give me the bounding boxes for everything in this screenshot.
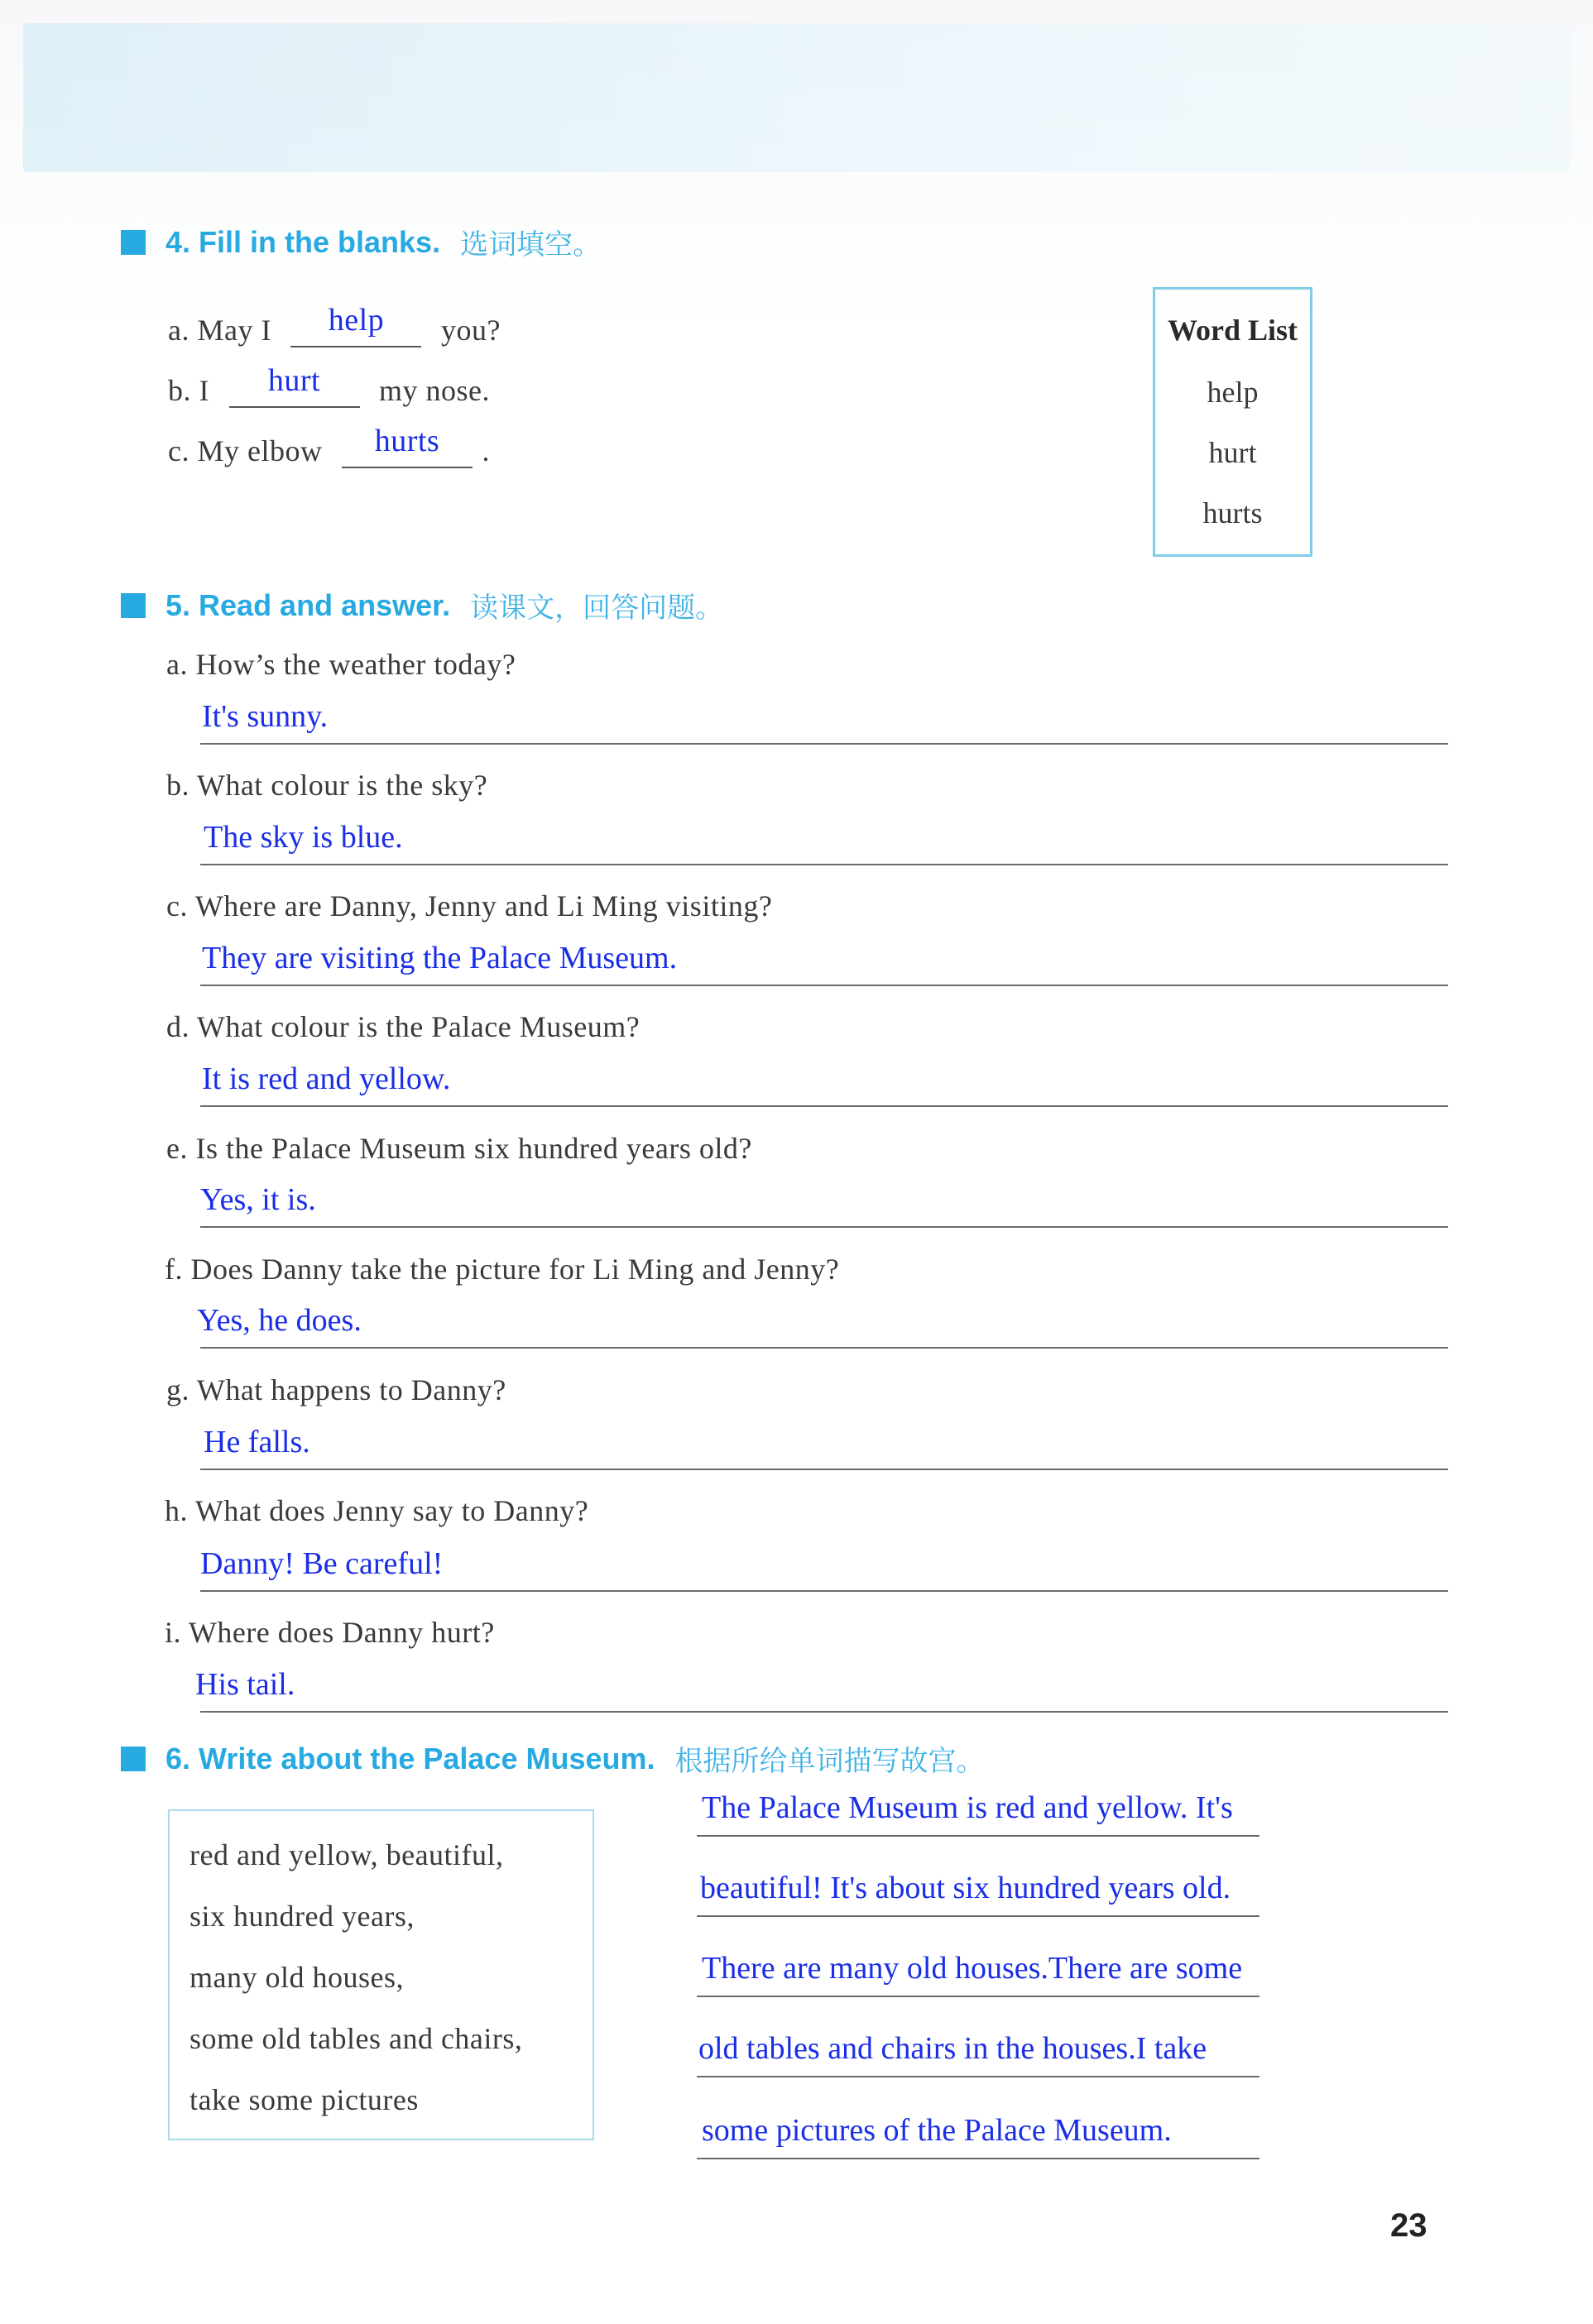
question-g: g. What happens to Danny? [166, 1373, 506, 1406]
answer-line [200, 1469, 1448, 1470]
bullet-square-icon [121, 593, 146, 618]
word-list-item: hurt [1208, 436, 1257, 469]
fill-item-c [168, 424, 490, 468]
answer-b[interactable]: The sky is blue. [204, 820, 403, 855]
writing-rule [697, 2158, 1260, 2159]
section-4-heading [121, 222, 601, 262]
writing-line-2[interactable]: beautiful! It's about six hundred years old. [700, 1871, 1231, 1905]
bullet-square-icon [121, 230, 146, 255]
answer-d[interactable]: It is red and yellow. [202, 1061, 451, 1096]
writing-line-3[interactable]: There are many old houses.There are some [702, 1951, 1243, 1986]
word-list-title: Word List [1167, 314, 1298, 347]
word-list-item: help [1207, 376, 1259, 409]
answer-h[interactable]: Danny! Be careful! [200, 1546, 444, 1581]
header-band [23, 23, 1571, 172]
section-6-title: 6. Write about the Palace Museum. [166, 1741, 655, 1775]
answer-e[interactable]: Yes, it is. [200, 1182, 316, 1217]
writing-line-5[interactable]: some pictures of the Palace Museum. [702, 2113, 1172, 2148]
answer-c[interactable]: They are visiting the Palace Museum. [202, 941, 678, 975]
fill-blank[interactable]: help [290, 314, 421, 347]
word-list-box [1153, 287, 1312, 557]
answer-line [200, 743, 1448, 745]
answer-line [200, 864, 1448, 865]
section-5-cn-title: 读课文，回答问题。 [470, 592, 724, 625]
word-list-item: hurts [1202, 496, 1263, 529]
section-5-title: 5. Read and answer. [166, 587, 451, 622]
writing-line-4[interactable]: old tables and chairs in the houses.I take [698, 2031, 1207, 2066]
answer-line [200, 1347, 1448, 1349]
section-6-heading [121, 1738, 985, 1779]
fill-suffix: my nose. [379, 374, 490, 407]
hint-line: six hundred years, [190, 1900, 415, 1933]
question-d: d. What colour is the Palace Museum? [166, 1010, 641, 1043]
writing-line-1[interactable]: The Palace Museum is red and yellow. It's [702, 1790, 1233, 1825]
hint-line: red and yellow, beautiful, [190, 1838, 504, 1871]
bullet-square-icon [121, 1747, 146, 1771]
section-6-cn-title: 根据所给单词描写故宫。 [674, 1745, 985, 1778]
question-b: b. What colour is the sky? [166, 769, 488, 802]
answer-line [200, 1590, 1448, 1592]
fill-blank[interactable]: hurts [342, 435, 473, 468]
section-4-title: 4. Fill in the blanks. [166, 224, 441, 259]
answer-line [200, 1105, 1448, 1107]
question-c: c. Where are Danny, Jenny and Li Ming visiting? [166, 889, 773, 922]
answer-f[interactable]: Yes, he does. [197, 1303, 362, 1338]
question-h: h. What does Jenny say to Danny? [165, 1494, 589, 1527]
answer-line [200, 1711, 1448, 1713]
answer-line [200, 1226, 1448, 1228]
writing-rule [697, 2076, 1260, 2077]
section-5-heading [121, 585, 723, 625]
fill-suffix: . [482, 434, 490, 467]
fill-prefix: a. May I [168, 314, 271, 347]
fill-prefix: c. My elbow [168, 434, 323, 467]
hint-line: take some pictures [190, 2083, 419, 2116]
writing-rule [697, 1915, 1260, 1917]
writing-rule [697, 1835, 1260, 1837]
fill-item-a [168, 303, 501, 347]
hint-words-box [168, 1809, 594, 2140]
question-f: f. Does Danny take the picture for Li Ming and Jenny? [165, 1253, 840, 1286]
question-a: a. How’s the weather today? [166, 648, 516, 681]
answer-line [200, 985, 1448, 986]
answer-a[interactable]: It's sunny. [202, 699, 329, 734]
answer-g[interactable]: He falls. [204, 1425, 310, 1459]
section-4-cn-title: 选词填空。 [460, 228, 602, 261]
fill-suffix: you? [440, 314, 501, 347]
hint-line: many old houses, [190, 1961, 404, 1994]
hint-line: some old tables and chairs, [190, 2022, 523, 2055]
fill-blank[interactable]: hurt [229, 375, 360, 408]
answer-i[interactable]: His tail. [195, 1667, 295, 1702]
writing-rule [697, 1996, 1260, 1997]
page-number: 23 [1390, 2207, 1427, 2244]
question-i: i. Where does Danny hurt? [165, 1616, 495, 1649]
fill-prefix: b. I [168, 374, 209, 407]
question-e: e. Is the Palace Museum six hundred years old? [166, 1132, 752, 1165]
fill-item-b [168, 363, 490, 408]
